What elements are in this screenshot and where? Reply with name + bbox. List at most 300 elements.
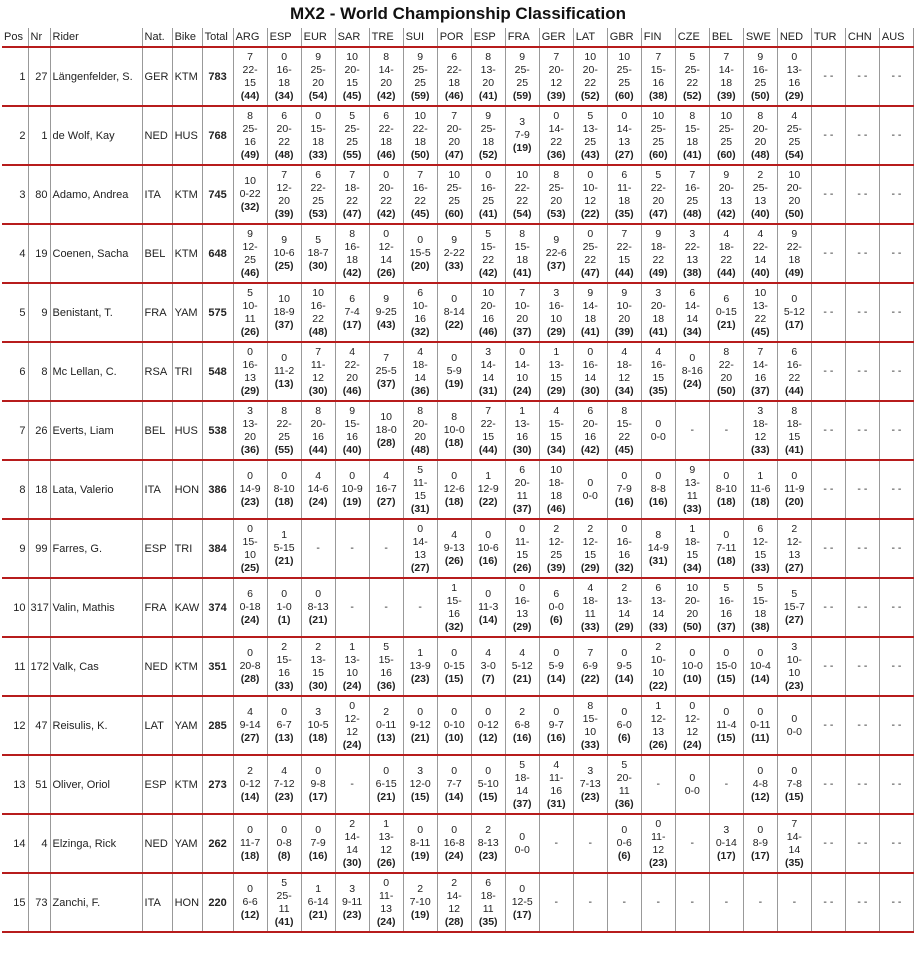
race-result-cell — [845, 106, 879, 165]
race-result-line: 18- — [684, 535, 700, 548]
race-result-line: (41) — [512, 266, 532, 279]
race-result-line: 6-6 — [242, 896, 258, 908]
race-result-line: 20-8 — [239, 660, 261, 672]
race-result-line: 6 — [485, 876, 492, 889]
race-result-line: (19) — [512, 142, 532, 154]
rider-name[interactable]: Reisulis, K. — [50, 696, 142, 755]
race-result-line: - — [418, 601, 422, 613]
race-result-cell — [845, 283, 879, 342]
race-result-line: - — [350, 601, 354, 613]
race-result-line: 3-0 — [480, 660, 496, 672]
race-result-cell — [845, 224, 879, 283]
race-result-cell — [437, 814, 471, 873]
race-result-line: - - — [823, 70, 834, 82]
column-header[interactable]: SAR — [335, 28, 369, 47]
race-result-cell — [233, 755, 267, 814]
race-result-line: (45) — [750, 325, 770, 338]
race-result-line: 20- — [650, 299, 666, 312]
race-result-cell — [403, 578, 437, 637]
race-result-cell — [573, 755, 607, 814]
race-result-cell — [879, 283, 913, 342]
race-result-line: (34) — [614, 384, 634, 397]
race-result-line: 14 — [754, 253, 767, 266]
race-result-line: 11 — [482, 902, 494, 915]
race-result-line: 0 — [791, 470, 798, 482]
race-result-line: 15- — [684, 122, 700, 135]
race-result-line: (34) — [546, 443, 566, 456]
race-result-line: 22- — [344, 358, 360, 371]
race-result-line: 3 — [791, 640, 798, 653]
race-result-line: (19) — [410, 850, 430, 862]
race-result-cell — [641, 460, 675, 519]
race-result-line: 10 — [482, 286, 495, 299]
table-row — [2, 47, 914, 106]
race-result-line: 9 — [587, 286, 594, 299]
race-result-line: 20- — [718, 181, 734, 194]
race-result-cell — [471, 814, 505, 873]
race-result-line: 16- — [242, 358, 258, 371]
race-result-cell — [675, 401, 709, 460]
race-result-cell — [879, 401, 913, 460]
race-result-cell — [743, 342, 777, 401]
race-result-cell — [573, 637, 607, 696]
race-result-line: (37) — [750, 384, 770, 397]
race-result-cell — [335, 106, 369, 165]
race-result-cell — [301, 578, 335, 637]
race-result-line: 5-12 — [511, 660, 533, 672]
race-result-line: (24) — [444, 850, 464, 862]
race-result-line: 16 — [516, 430, 529, 443]
race-result-line: (60) — [444, 207, 464, 220]
race-result-cell — [267, 283, 301, 342]
race-result-line: 2 — [383, 706, 390, 718]
column-header[interactable]: FIN — [641, 28, 675, 47]
race-result-cell — [539, 578, 573, 637]
race-result-line: 16- — [344, 240, 360, 253]
race-result-line: 20 — [448, 135, 461, 148]
race-result-cell — [233, 460, 267, 519]
race-result-line: 7 — [621, 227, 628, 240]
column-header[interactable]: Bike — [172, 28, 202, 47]
race-result-line: 12- — [378, 240, 394, 253]
column-header[interactable]: SUI — [403, 28, 437, 47]
rider-name[interactable]: Farres, G. — [50, 519, 142, 578]
race-result-line: 10-4 — [749, 660, 771, 672]
race-result-line: (17) — [750, 850, 770, 862]
race-result-line: (16) — [614, 496, 634, 508]
race-result-line: 12- — [582, 535, 598, 548]
race-result-cell — [743, 165, 777, 224]
column-header[interactable]: Total — [202, 28, 233, 47]
race-result-line: 4 — [791, 109, 798, 122]
race-result-line: 2 — [349, 817, 356, 830]
column-header[interactable]: EUR — [301, 28, 335, 47]
race-result-line: 15 — [686, 548, 699, 561]
race-result-line: 8 — [791, 404, 798, 417]
race-result-line: 13 — [686, 253, 699, 266]
race-result-line: 22 — [618, 430, 631, 443]
race-result-cell — [675, 755, 709, 814]
race-result-line: (18) — [274, 496, 294, 508]
race-result-cell — [403, 755, 437, 814]
rider-name[interactable]: Adamo, Andrea — [50, 165, 142, 224]
race-result-line: 2 — [485, 824, 492, 836]
race-result-line: 0 — [519, 830, 526, 843]
race-result-line: 12 — [346, 725, 358, 738]
race-result-line: 15- — [276, 653, 292, 666]
race-result-line: (41) — [274, 915, 294, 928]
rider-name[interactable]: Coenen, Sacha — [50, 224, 142, 283]
race-result-cell — [879, 637, 913, 696]
column-header[interactable]: FRA — [505, 28, 539, 47]
race-result-line: 18- — [514, 771, 530, 784]
bike-cell: YAM — [172, 283, 202, 342]
race-result-cell — [675, 696, 709, 755]
race-result-line: 13- — [752, 299, 768, 312]
race-result-line: (49) — [648, 266, 668, 279]
race-result-line: 16- — [718, 594, 734, 607]
race-result-line: 16 — [414, 312, 427, 325]
race-result-line: 2 — [519, 706, 526, 718]
race-result-line: 9 — [553, 234, 560, 246]
race-result-cell — [437, 696, 471, 755]
column-header[interactable]: TUR — [811, 28, 845, 47]
race-result-line: 8-11 — [410, 837, 431, 849]
race-result-cell — [777, 401, 811, 460]
race-result-line: 12 — [380, 843, 392, 856]
race-result-line: (42) — [580, 443, 600, 456]
race-result-line: 0 — [723, 706, 730, 718]
race-result-line: (39) — [614, 325, 634, 338]
race-result-line: 0 — [553, 706, 560, 718]
race-result-line: - - — [823, 306, 834, 318]
rider-name[interactable]: de Wolf, Kay — [50, 106, 142, 165]
race-result-line: 0-0 — [514, 843, 530, 856]
race-result-line: 5 — [247, 286, 254, 299]
race-result-line: 13 — [380, 902, 392, 915]
race-result-line: (13) — [376, 732, 396, 744]
column-header[interactable]: LAT — [573, 28, 607, 47]
nr-cell: 19 — [28, 224, 50, 283]
race-result-cell — [709, 47, 743, 106]
race-result-line: 14-9 — [239, 483, 261, 495]
pos-cell: 11 — [2, 637, 28, 696]
rider-name[interactable]: Lata, Valerio — [50, 460, 142, 519]
pos-cell: 1 — [2, 47, 28, 106]
race-result-line: 25 — [482, 194, 495, 207]
race-result-line: 15 — [618, 253, 631, 266]
race-result-line: (49) — [240, 148, 260, 161]
column-header[interactable]: BEL — [709, 28, 743, 47]
race-result-line: (24) — [376, 915, 396, 928]
total-points: 285 — [202, 696, 233, 755]
column-header[interactable]: GBR — [607, 28, 641, 47]
race-result-line: - - — [857, 719, 868, 731]
race-result-line: 14- — [582, 299, 598, 312]
race-result-line: - - — [891, 660, 902, 672]
race-result-cell — [777, 578, 811, 637]
race-result-line: (26) — [444, 555, 464, 567]
race-result-line: 11-9 — [784, 483, 805, 495]
race-result-line: 25 — [686, 194, 699, 207]
race-result-line: 7 — [247, 50, 254, 63]
race-result-cell — [539, 165, 573, 224]
race-result-line: 13 — [788, 548, 801, 561]
column-header[interactable]: AUS — [879, 28, 913, 47]
race-result-line: 0 — [281, 588, 288, 600]
race-result-cell — [267, 224, 301, 283]
race-result-line: (10) — [444, 732, 464, 744]
nat-cell: BEL — [142, 401, 172, 460]
race-result-line: 4 — [349, 345, 356, 358]
race-result-line: (24) — [682, 378, 702, 390]
race-result-line: 22- — [480, 417, 496, 430]
column-header[interactable]: Nat. — [142, 28, 172, 47]
race-result-line: 6-15 — [375, 778, 397, 790]
race-result-line: 16 — [788, 76, 801, 89]
column-header[interactable]: NED — [777, 28, 811, 47]
race-result-line: 10- — [786, 653, 802, 666]
rider-name[interactable]: Everts, Liam — [50, 401, 142, 460]
pos-cell: 6 — [2, 342, 28, 401]
race-result-line: (22) — [444, 319, 464, 331]
total-points: 575 — [202, 283, 233, 342]
race-result-cell — [437, 106, 471, 165]
race-result-cell — [743, 578, 777, 637]
race-result-line: 0 — [757, 824, 764, 836]
race-result-line: (47) — [342, 207, 362, 220]
race-result-cell — [743, 814, 777, 873]
race-result-cell — [777, 755, 811, 814]
pos-cell: 7 — [2, 401, 28, 460]
nat-cell: NED — [142, 106, 172, 165]
race-result-cell — [811, 106, 845, 165]
race-result-line: 5 — [689, 50, 696, 63]
race-result-line: 8 — [689, 109, 696, 122]
race-result-line: (46) — [546, 502, 566, 515]
race-result-cell — [607, 519, 641, 578]
column-header[interactable]: ARG — [233, 28, 267, 47]
race-result-line: - - — [823, 896, 834, 908]
race-result-line: 6 — [757, 522, 764, 535]
race-result-line: 7-9 — [514, 129, 530, 141]
race-result-cell — [539, 106, 573, 165]
race-result-cell — [675, 814, 709, 873]
race-result-line: 8 — [417, 404, 424, 417]
race-result-line: 6-7 — [276, 719, 292, 731]
column-header[interactable]: TRE — [369, 28, 403, 47]
race-result-line: 0 — [723, 647, 730, 659]
nat-cell: FRA — [142, 578, 172, 637]
race-result-cell — [845, 519, 879, 578]
column-header[interactable]: Pos — [2, 28, 28, 47]
race-result-cell — [471, 460, 505, 519]
race-result-line: (29) — [240, 384, 260, 397]
race-result-line: 20 — [244, 430, 256, 443]
race-result-cell — [845, 814, 879, 873]
race-result-line: 8-9 — [752, 837, 768, 849]
race-result-line: 18 — [788, 253, 801, 266]
race-result-cell — [471, 106, 505, 165]
race-result-line: - - — [857, 660, 868, 672]
table-row — [2, 637, 914, 696]
total-points: 783 — [202, 47, 233, 106]
race-result-cell — [777, 47, 811, 106]
race-result-line: (24) — [682, 738, 702, 751]
race-result-line: - - — [891, 896, 902, 908]
race-result-line: 20 — [312, 76, 324, 89]
race-result-line: 13- — [582, 122, 598, 135]
race-result-line: 5 — [383, 640, 390, 653]
bike-cell: KTM — [172, 637, 202, 696]
race-result-line: 6 — [519, 463, 526, 476]
rider-name[interactable]: Elzinga, Rick — [50, 814, 142, 873]
race-result-line: 3 — [349, 883, 356, 895]
race-result-line: - - — [823, 365, 834, 377]
race-result-line: 14 — [482, 371, 495, 384]
race-result-line: (15) — [410, 791, 430, 803]
column-header[interactable]: CZE — [675, 28, 709, 47]
race-result-line: 14- — [684, 299, 700, 312]
nr-cell: 9 — [28, 283, 50, 342]
race-result-line: (18) — [240, 850, 260, 862]
race-result-cell — [743, 283, 777, 342]
table-row — [2, 519, 914, 578]
rider-name[interactable]: Valin, Mathis — [50, 578, 142, 637]
race-result-line: (13) — [274, 732, 294, 744]
race-result-line: 18 — [448, 76, 461, 89]
rider-name[interactable]: Benistant, T. — [50, 283, 142, 342]
race-result-line: 11- — [310, 358, 326, 371]
race-result-line: (59) — [512, 89, 532, 102]
race-result-line: - - — [857, 188, 868, 200]
race-result-line: 0 — [383, 227, 390, 240]
race-result-line: 6 — [383, 109, 390, 122]
nr-cell: 80 — [28, 165, 50, 224]
total-points: 745 — [202, 165, 233, 224]
column-header[interactable]: POR — [437, 28, 471, 47]
race-result-cell — [573, 696, 607, 755]
race-result-line: 22 — [346, 194, 358, 207]
race-result-line: 7-9 — [616, 483, 632, 495]
race-result-line: - — [758, 896, 763, 908]
race-result-line: - — [622, 896, 627, 908]
race-result-cell — [879, 814, 913, 873]
race-result-line: (40) — [750, 207, 770, 220]
bike-cell: TRI — [172, 342, 202, 401]
race-result-line: 9 — [621, 286, 628, 299]
race-result-line: (12) — [240, 909, 260, 921]
race-result-line: 7-4 — [344, 306, 360, 318]
race-result-cell — [607, 460, 641, 519]
race-result-cell — [335, 224, 369, 283]
race-result-cell — [879, 165, 913, 224]
race-result-line: 25- — [242, 122, 258, 135]
race-result-line: 0 — [451, 765, 458, 777]
race-result-cell — [811, 283, 845, 342]
race-result-line: 9-5 — [616, 660, 632, 672]
race-result-line: 12-5 — [511, 896, 533, 908]
race-result-line: (50) — [410, 148, 430, 161]
race-result-cell — [811, 519, 845, 578]
race-result-line: 25 — [652, 135, 665, 148]
race-result-line: 22- — [650, 181, 666, 194]
race-result-line: (14) — [240, 791, 260, 803]
race-result-line: 8 — [553, 168, 560, 181]
race-result-cell — [437, 47, 471, 106]
race-result-line: - - — [857, 365, 868, 377]
race-result-line: - - — [857, 70, 868, 82]
race-result-cell — [505, 755, 539, 814]
rider-name[interactable]: Längenfelder, S. — [50, 47, 142, 106]
rider-name[interactable]: Oliver, Oriol — [50, 755, 142, 814]
race-result-line: 0 — [519, 883, 526, 895]
column-header[interactable]: ESP — [267, 28, 301, 47]
race-result-line: 15 — [414, 489, 427, 502]
race-result-line: - - — [823, 660, 834, 672]
race-result-line: 2 — [553, 522, 560, 535]
race-result-line: 1 — [383, 817, 390, 830]
race-result-line: (18) — [716, 555, 736, 567]
race-result-line: 5-15 — [273, 542, 295, 554]
race-result-line: (26) — [648, 738, 668, 751]
column-header[interactable]: Nr — [28, 28, 50, 47]
race-result-line: 7 — [553, 50, 560, 63]
race-result-line: 16- — [412, 181, 428, 194]
race-result-line: 20- — [582, 417, 598, 430]
race-result-line: - - — [857, 601, 868, 613]
race-result-line: 10- — [616, 299, 632, 312]
column-header[interactable]: CHN — [845, 28, 879, 47]
rider-name[interactable]: Valk, Cas — [50, 637, 142, 696]
race-result-cell — [607, 47, 641, 106]
race-result-cell — [845, 401, 879, 460]
nr-cell: 8 — [28, 342, 50, 401]
race-result-line: 20- — [616, 771, 632, 784]
race-result-line: 20 — [380, 76, 392, 89]
race-result-line: 13 — [720, 194, 733, 207]
race-result-cell — [335, 873, 369, 932]
race-result-line: (35) — [614, 207, 634, 220]
race-result-line: 0 — [383, 876, 390, 889]
pos-cell: 15 — [2, 873, 28, 932]
race-result-line: 25 — [754, 76, 767, 89]
race-result-line: 8 — [655, 529, 662, 541]
race-result-line: 5 — [723, 581, 730, 594]
rider-name[interactable]: Mc Lellan, C. — [50, 342, 142, 401]
nr-cell: 73 — [28, 873, 50, 932]
race-result-line: 0 — [451, 352, 458, 364]
column-header[interactable]: Rider — [50, 28, 142, 47]
race-result-line: (41) — [648, 325, 668, 338]
nr-cell: 1 — [28, 106, 50, 165]
race-result-cell — [845, 873, 879, 932]
total-points: 262 — [202, 814, 233, 873]
race-result-cell — [335, 519, 369, 578]
race-result-cell — [301, 165, 335, 224]
column-header[interactable]: GER — [539, 28, 573, 47]
race-result-line: (52) — [478, 148, 498, 161]
race-result-line: (30) — [308, 679, 328, 692]
rider-name[interactable]: Zanchi, F. — [50, 873, 142, 932]
column-header[interactable]: ESP — [471, 28, 505, 47]
race-result-line: 18 — [720, 76, 733, 89]
pos-cell: 13 — [2, 755, 28, 814]
race-result-line: (60) — [648, 148, 668, 161]
race-result-cell — [301, 637, 335, 696]
race-result-line: (18) — [750, 496, 770, 508]
column-header[interactable]: SWE — [743, 28, 777, 47]
